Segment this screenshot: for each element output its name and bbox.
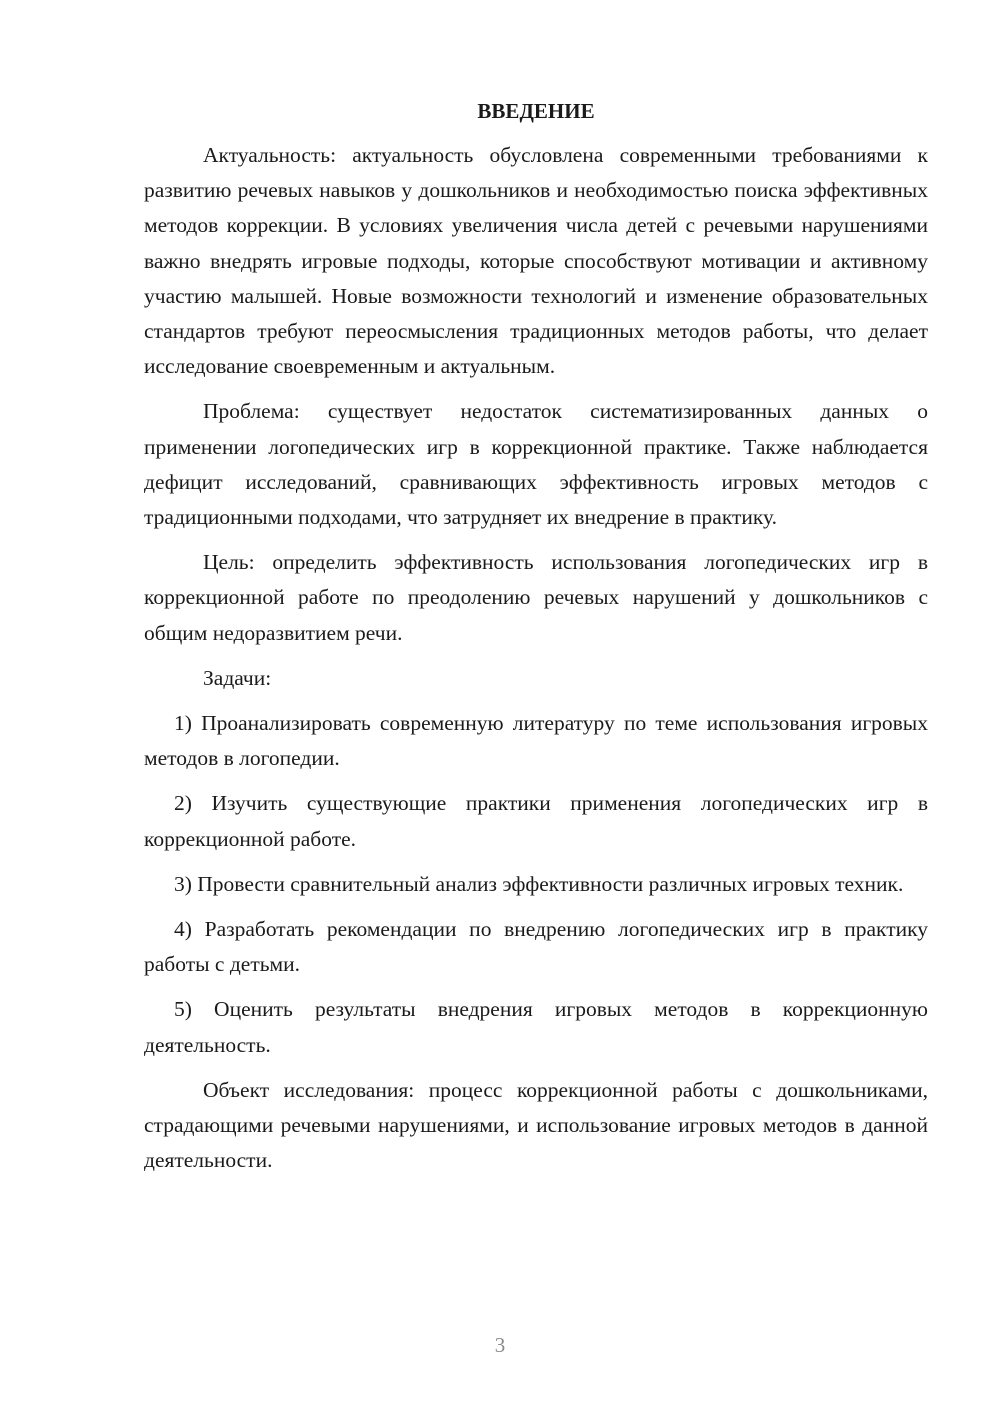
page-content: [144, 96, 928, 1188]
section-heading: ВВЕДЕНИЕ: [477, 99, 595, 123]
problem-paragraph: Проблема: существует недостаток систематизированных данных о применении логопедических игр в коррекционной практике. Также наблюдается дефицит исследований, сравнивающих эффективность игровых методов с традиционными подходами, что затрудняет их внедрение в практику.: [144, 399, 928, 530]
task-item-2: 2) Изучить существующие практики применения логопедических игр в коррекционной работе.: [144, 791, 928, 851]
object-paragraph: Объект исследования: процесс коррекционной работы с дошкольниками, страдающими речевыми нарушениями, и использование игровых методов в данной деятельности.: [144, 1077, 928, 1173]
page-number: 3: [494, 1333, 506, 1357]
tasks-label: Задачи:: [203, 665, 272, 690]
relevance-paragraph: Актуальность: актуальность обусловлена современными требованиями к развитию речевых навыков у дошкольников и необходимостью поиска эффективных методов коррекции. В условиях увеличения числа детей с речевыми нарушениями важно внедрять игровые подходы, которые способствуют мотивации и активному участию малышей. Новые возможности технологий и изменение образовательных стандартов требуют переосмысления традиционных методов работы, что делает исследование своевременным и актуальным.: [144, 143, 928, 379]
task-item-1: 1) Проанализировать современную литературу по теме использования игровых методов в логопедии.: [144, 711, 928, 771]
task-item-5: 5) Оценить результаты внедрения игровых методов в коррекционную деятельность.: [144, 997, 928, 1057]
task-item-3: 3) Провести сравнительный анализ эффективности различных игровых техник.: [174, 871, 904, 896]
task-item-4: 4) Разработать рекомендации по внедрению логопедических игр в практику работы с детьми.: [144, 917, 928, 977]
goal-paragraph: Цель: определить эффективность использования логопедических игр в коррекционной работе по преодолению речевых нарушений у дошкольников с общим недоразвитием речи.: [144, 550, 928, 645]
